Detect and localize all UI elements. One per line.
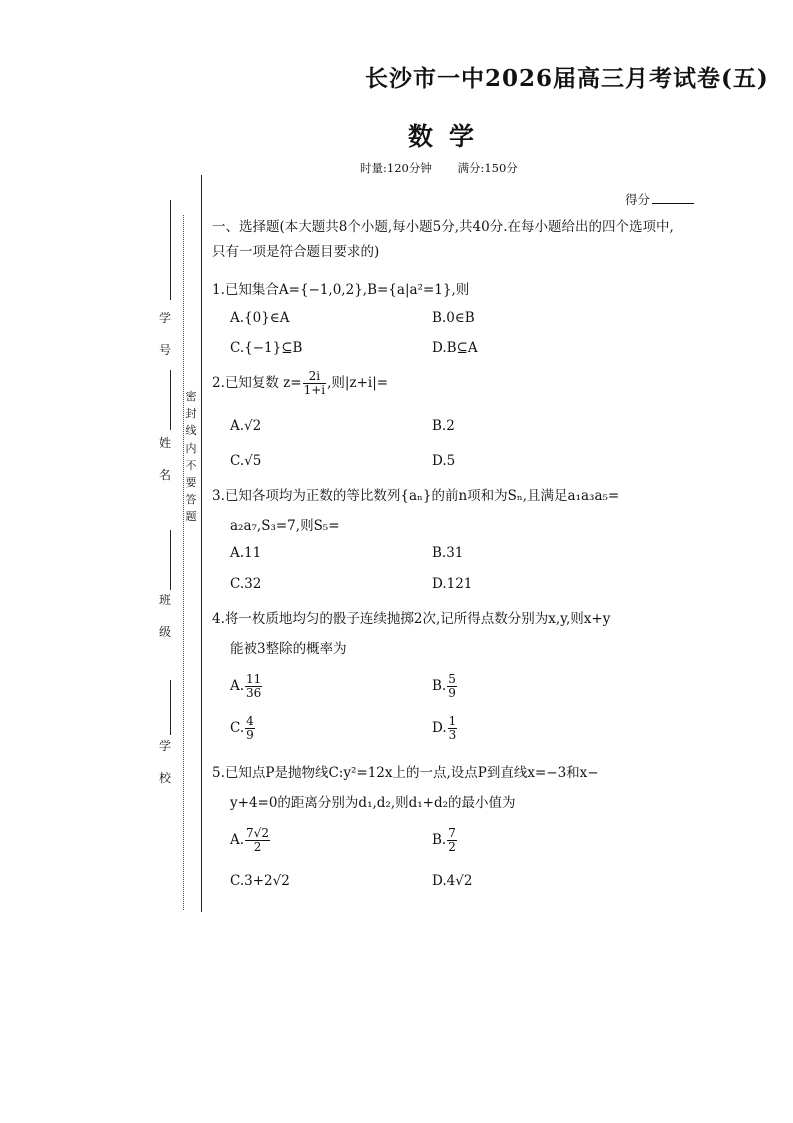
time-limit: 时量:120分钟 xyxy=(360,161,432,175)
option-label: C. xyxy=(230,720,245,736)
school-label xyxy=(158,738,172,786)
option-c[interactable]: C.32 xyxy=(230,576,262,592)
fraction xyxy=(447,827,457,854)
option-d[interactable] xyxy=(432,715,458,742)
vertical-label-text: 班 级 xyxy=(158,593,171,639)
question-stem-cont: y+4=0的距离分别为d₁,d₂,则d₁+d₂的最小值为 xyxy=(230,795,516,811)
option-label: D. xyxy=(432,873,447,889)
binding-line xyxy=(201,175,202,912)
stem-prefix: 2.已知复数 z= xyxy=(212,375,302,391)
question-1 xyxy=(212,278,677,358)
fraction-numerator: 7 xyxy=(448,826,456,840)
question-3 xyxy=(212,484,677,594)
exam-meta xyxy=(360,160,518,176)
option-label: A. xyxy=(230,678,245,694)
question-stem: 1.已知集合A={−1,0,2},B={a|a²=1},则 xyxy=(212,282,470,298)
fraction-numerator: 11 xyxy=(246,672,262,686)
fraction-denominator: 36 xyxy=(246,686,262,700)
fraction-numerator: 2i xyxy=(303,370,327,384)
option-b[interactable]: B.31 xyxy=(432,545,464,561)
option-label: D. xyxy=(432,720,447,736)
fraction-numerator: 1 xyxy=(448,714,457,728)
stem-suffix: ,则|z+i|= xyxy=(327,375,389,391)
name-label xyxy=(158,435,172,483)
question-stem-cont: 能被3整除的概率为 xyxy=(230,641,347,657)
option-b[interactable] xyxy=(432,827,458,854)
question-stem: 3.已知各项均为正数的等比数列{aₙ}的前n项和为Sₙ,且满足a₁a₃a₅= xyxy=(212,488,620,504)
fraction-denominator: 2 xyxy=(448,840,456,854)
option-d[interactable]: D.121 xyxy=(432,576,473,592)
question-stem-cont: a₂a₇,S₃=7,则S₅= xyxy=(230,518,340,534)
score-blank[interactable] xyxy=(652,191,694,204)
question-2 xyxy=(212,370,677,480)
option-b[interactable]: B.2 xyxy=(432,418,455,434)
vertical-label-text: 学 校 xyxy=(158,739,171,785)
question-4 xyxy=(212,607,677,747)
student-id-label xyxy=(158,310,172,358)
question-stem xyxy=(212,370,388,397)
class-line[interactable] xyxy=(170,530,171,590)
fraction xyxy=(245,827,270,854)
fraction xyxy=(448,715,458,742)
option-a[interactable]: A.11 xyxy=(230,545,262,561)
option-d[interactable]: D.B⊆A xyxy=(432,340,478,356)
class-label xyxy=(158,592,172,640)
option-b[interactable] xyxy=(432,673,458,700)
option-c[interactable]: C.{−1}⊆B xyxy=(230,340,303,356)
option-a[interactable] xyxy=(230,827,271,854)
student-id-field[interactable] xyxy=(155,200,179,360)
fraction-denominator: 1+i xyxy=(303,383,326,397)
score-label: 得分 xyxy=(625,192,651,207)
fraction xyxy=(245,673,262,700)
option-d[interactable] xyxy=(432,873,472,889)
option-a[interactable]: A.{0}∈A xyxy=(230,310,290,326)
seal-note-text: 密 封 线 内 不 要 答 题 xyxy=(185,390,197,524)
seal-note xyxy=(184,388,198,526)
vertical-label-text: 姓 名 xyxy=(158,436,171,482)
student-id-line[interactable] xyxy=(170,200,171,300)
section-heading: 一、选择题(本大题共8个小题,每小题5分,共40分.在每小题给出的四个选项中,只有一项是符合题目要求的) xyxy=(212,219,674,260)
option-text: 4√2 xyxy=(446,873,473,889)
seal-dotted-line xyxy=(183,215,184,910)
fraction-denominator: 3 xyxy=(448,728,457,742)
full-score: 满分:150分 xyxy=(457,161,518,175)
fraction xyxy=(303,370,327,397)
option-label: B. xyxy=(432,678,447,694)
fraction-numerator: 5 xyxy=(448,672,456,686)
option-a[interactable] xyxy=(230,673,263,700)
option-label: B. xyxy=(432,832,447,848)
fraction-numerator: 4 xyxy=(246,714,254,728)
fraction-denominator: 2 xyxy=(253,840,262,854)
fraction xyxy=(245,715,255,742)
exam-title: 长沙市一中2026届高三月考试卷(五) xyxy=(365,65,769,92)
option-a[interactable]: A.√2 xyxy=(230,418,262,434)
option-label: A. xyxy=(230,832,245,848)
question-stem: 4.将一枚质地均匀的骰子连续抛掷2次,记所得点数分别为x,y,则x+y xyxy=(212,611,611,627)
name-line[interactable] xyxy=(170,370,171,430)
subject-title: 数学 xyxy=(408,122,491,151)
fraction-denominator: 9 xyxy=(448,686,456,700)
vertical-label-text: 学 号 xyxy=(158,311,171,357)
fraction-denominator: 9 xyxy=(246,728,254,742)
score-field[interactable] xyxy=(625,190,694,208)
exam-content xyxy=(212,215,677,265)
option-c[interactable] xyxy=(230,715,256,742)
option-c[interactable] xyxy=(230,873,290,889)
option-text: 3+2√2 xyxy=(244,873,290,889)
school-line[interactable] xyxy=(170,680,171,735)
school-field[interactable] xyxy=(155,680,179,790)
fraction-numerator: 7√2 xyxy=(246,826,269,840)
option-b[interactable]: B.0∈B xyxy=(432,310,475,326)
option-c[interactable]: C.√5 xyxy=(230,453,262,469)
name-field[interactable] xyxy=(155,370,179,490)
class-field[interactable] xyxy=(155,530,179,650)
fraction xyxy=(447,673,457,700)
option-d[interactable]: D.5 xyxy=(432,453,456,469)
question-stem: 5.已知点P是抛物线C:y²=12x上的一点,设点P到直线x=−3和x− xyxy=(212,765,599,781)
option-label: C. xyxy=(230,873,245,889)
question-5 xyxy=(212,761,677,901)
